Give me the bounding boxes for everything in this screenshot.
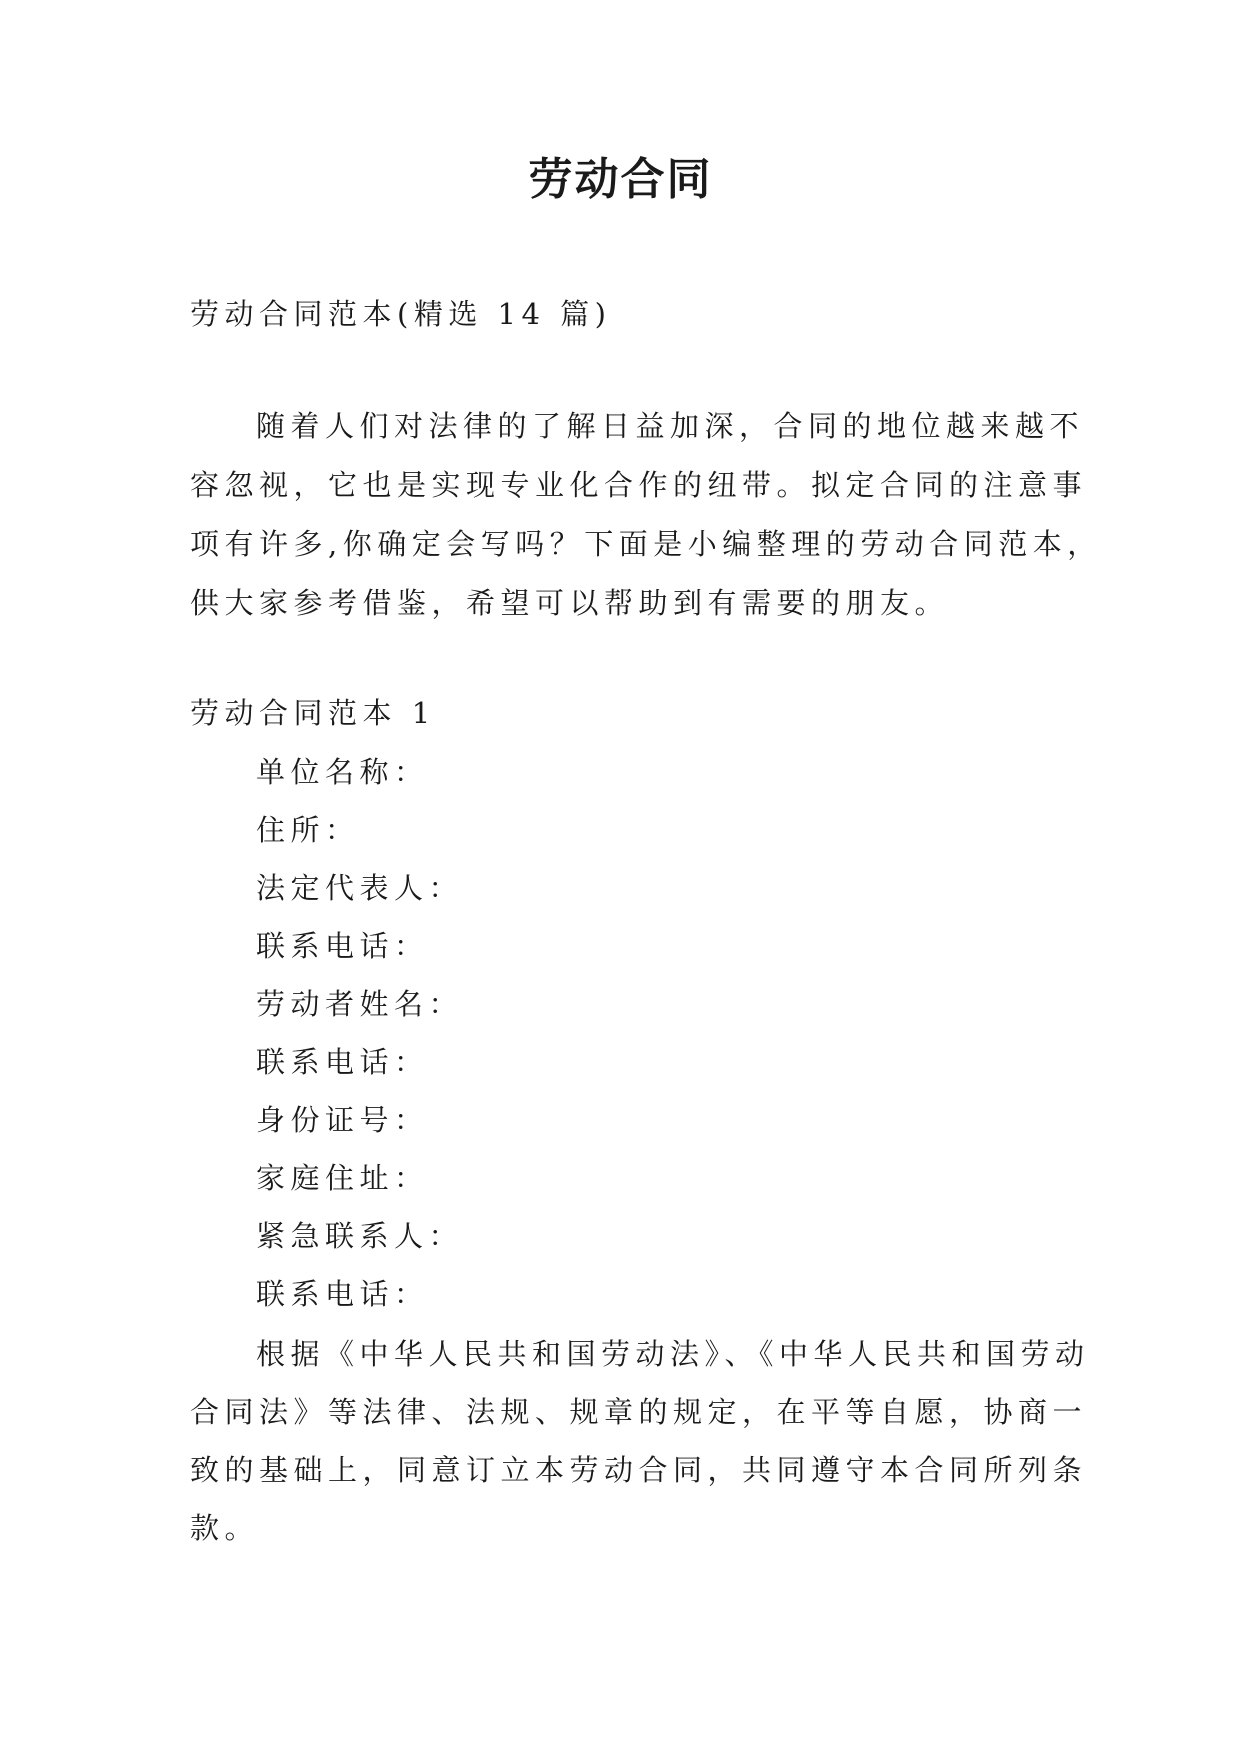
basis-line: 合同法》等法律、法规、规章的规定，在平等自愿，协商一 (190, 1395, 1088, 1429)
field-id-number: 身份证号： (256, 1103, 429, 1137)
field-legal-representative: 法定代表人： (256, 871, 464, 905)
field-home-address: 家庭住址： (256, 1161, 429, 1195)
field-employer-name: 单位名称： (256, 755, 429, 789)
basis-line: 根据《中华人民共和国劳动法》、《中华人民共和国劳动 (256, 1337, 1090, 1371)
field-employee-phone: 联系电话： (256, 1045, 429, 1079)
document-subtitle: 劳动合同范本(精选 14 篇) (190, 297, 612, 331)
intro-line: 项有许多,你确定会写吗？下面是小编整理的劳动合同范本， (190, 527, 1102, 561)
section-heading: 劳动合同范本 1 (190, 696, 436, 730)
document-title: 劳动合同 (528, 154, 713, 205)
field-employee-name: 劳动者姓名： (256, 987, 464, 1021)
field-address: 住所： (256, 813, 360, 847)
intro-line: 随着人们对法律的了解日益加深，合同的地位越来越不 (256, 409, 1085, 443)
field-emergency-phone: 联系电话： (256, 1277, 429, 1311)
intro-line: 供大家参考借鉴，希望可以帮助到有需要的朋友。 (190, 586, 950, 620)
intro-line: 容忽视，它也是实现专业化合作的纽带。拟定合同的注意事 (190, 468, 1088, 502)
basis-line: 致的基础上，同意订立本劳动合同，共同遵守本合同所列条 (190, 1453, 1088, 1487)
field-emergency-contact: 紧急联系人： (256, 1219, 464, 1253)
basis-line: 款。 (190, 1511, 260, 1545)
field-employer-phone: 联系电话： (256, 929, 429, 963)
